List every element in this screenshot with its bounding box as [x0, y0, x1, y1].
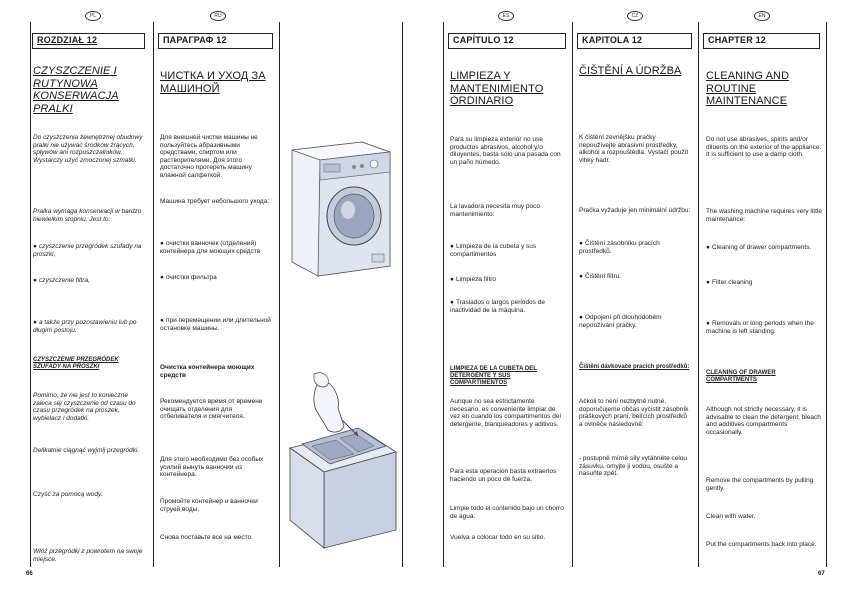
- section-title: ЧИСТКА И УХОД ЗА МАШИНОЙ: [160, 70, 266, 95]
- bullet-item: ● czyszczenie filtra,: [33, 277, 145, 285]
- bullet-item: ● Cleaning of drawer compartments.: [706, 244, 822, 252]
- paragraph: Delikatnie ciągnąć wyjmij przegródki.: [33, 447, 140, 454]
- paragraph: Снова поставьте все на место.: [160, 534, 253, 541]
- paragraph: Очистка контейнера моющих средств: [160, 364, 255, 379]
- language-flag-es: ES: [498, 11, 514, 21]
- paragraph: Remove the compartments by pulling gently.: [706, 477, 814, 492]
- paragraph: Para su limpieza exterior no use productos abrasivos, alcohol y/o diluyentes, basta sólo una pasada con un paño húmedo.: [450, 136, 561, 166]
- language-flag-cz: CZ: [627, 11, 643, 21]
- column-divider: [698, 22, 699, 567]
- subsection-heading: CLEANING OF DRAWER COMPARTMENTS: [706, 370, 776, 383]
- bullet-item: ● Limpieza de la cubeta y sus compartimentos: [450, 243, 566, 258]
- bullet-item: ● очистки фильтра: [160, 274, 273, 282]
- paragraph: The washing machine requires very little maintenance:: [706, 208, 822, 223]
- column-divider: [279, 22, 280, 567]
- chapter-header: ПАРАГРАФ 12: [158, 33, 273, 49]
- column-divider: [30, 22, 31, 567]
- paragraph: Put the compartments back into place.: [706, 541, 817, 548]
- bullet-item: ● czyszczenie przegródek szufady na proszki,: [33, 243, 145, 258]
- column-divider: [826, 22, 827, 567]
- bullet-item: ● Filter cleaning: [706, 279, 822, 287]
- bullet-item: ● Odpojení při dlouhodobém nepoužívání pračky.: [579, 314, 692, 329]
- bullet-item: ● при перемещении или длительной остановке машины.: [160, 317, 273, 332]
- paragraph: Włóż przegródki z powrotem na swoje miejsce.: [33, 548, 143, 563]
- paragraph: - postupně mírně síly vytáhněte celou zásuvku, omyjte ji vodou, osušte a nasuňte zpět.: [579, 455, 688, 477]
- column-divider: [153, 22, 154, 567]
- paragraph: Машина требует небольшого ухода:: [160, 198, 270, 205]
- language-flag-ru: RU: [210, 11, 226, 21]
- section-title: CLEANING AND ROUTINE MAINTENANCE: [706, 70, 790, 107]
- language-flag-pl: PL: [85, 11, 101, 21]
- paragraph: Рекомендуется время от времени очищать отделения для отбеливателя и смягчителя.: [160, 398, 263, 420]
- language-flag-en: EN: [754, 11, 770, 21]
- paragraph: Do czyszczenia zewnętrznej obudowy pralki nie używać środków żrących, spływów ani rozpuszczalników. Wystarczy użyć zmoczonej szmatki.: [33, 134, 143, 164]
- paragraph: Ačkoli to není nezbytně nutné, doporučujeme občas vyčistit zásobník práškových praní, bělících prostředků a ovlněče následovně:: [579, 398, 689, 428]
- paragraph: Pomimo, że nie jest to konieczne zaleca się czyszczenie od czasu do czasu przegródek na proszek, wybielacz i dodatki.: [33, 392, 136, 422]
- section-title: ČIŠTĚNÍ A ÚDRŽBA: [579, 65, 682, 77]
- paragraph: Pračka vyžaduje jen minimální údržbu:: [579, 207, 691, 214]
- column-divider: [443, 22, 444, 567]
- chapter-header: CAPÍTULO 12: [448, 33, 566, 49]
- subsection-heading: Čištění dávkovače pracích prostředků:: [579, 364, 690, 370]
- bullet-item: ● Čištění zásobníku pracích prostředků.: [579, 240, 692, 255]
- detergent-drawer-illustration: [284, 360, 400, 550]
- paragraph: Для внешней чистки машины не пользуйтесь абразивными средствами, спиртом или растворителями. Для этого достаточно протереть машину влажной салфеткой.: [160, 134, 258, 179]
- column-divider: [402, 22, 403, 567]
- paragraph: Para esta operacion basta extraerlos haciendo un poco de fuerza.: [450, 468, 557, 483]
- subsection-heading: LIMPIEZA DE LA CUBETA DEL DETERGENTE Y SUS COMPARTIMENTOS: [450, 366, 537, 386]
- paragraph: La lavadora necesita muy poco mantenimiento:: [450, 203, 540, 218]
- paragraph: Do not use abrasives, spirits and/or diluents on the exterior of the appliance. It is sufficient to use a damp cloth.: [706, 136, 822, 158]
- page-number: 66: [26, 571, 33, 577]
- page-number: 67: [818, 571, 825, 577]
- chapter-header: ROZDZIAŁ 12: [32, 33, 145, 49]
- section-title: LIMPIEZA Y MANTENIMIENTO ORDINARIO: [450, 70, 544, 107]
- column-divider: [572, 22, 573, 567]
- bullet-item: ● Removals or long periods when the machine is left standing.: [706, 320, 822, 335]
- chapter-header: KAPITOLA 12: [577, 33, 692, 49]
- paragraph: Pralka wymaga konserwacji w bardzo niewielkim stopniu. Jest to:: [33, 208, 142, 223]
- bullet-item: ● Limpieza filtro: [450, 276, 566, 284]
- paragraph: Clean with water.: [706, 513, 756, 520]
- paragraph: Czyść za pomocą wody.: [33, 491, 103, 498]
- bullet-item: ● очистки ванночек (отделений) контейнера для моющих средств: [160, 240, 273, 255]
- bullet-item: ● a także przy pozostawieniu lub po długim postoju.: [33, 319, 145, 334]
- paragraph: Промойте контейнер и ванночки струей воды.: [160, 498, 258, 513]
- paragraph: K čištění zevnějšku pračky nepoužívejte abrasivní prostředky, alkohol a rozpouštědla. Vystačí použít vlhký hadr.: [579, 134, 689, 164]
- bullet-item: ● Čištění filtru.: [579, 273, 692, 281]
- bullet-item: ● Traslados o largos periodos de inactividad de la máquina.: [450, 299, 566, 314]
- chapter-header: CHAPTER 12: [703, 33, 820, 49]
- paragraph: Limpie todo el contenido bajo un chorro de agua.: [450, 505, 564, 520]
- paragraph: Для этого необходимо без особых усилий вынуть ванночки из контейнера.: [160, 456, 264, 478]
- paragraph: Aunque no sea estrictamente necesario, es conveniente limpiar de vez en cuando los compartimentos del detergente, blanqueadores y aditivos.: [450, 398, 561, 428]
- washing-machine-illustration: [284, 138, 398, 278]
- section-title: CZYSZCZENIE I RUTYNOWA KONSERWACJA PRALKI: [33, 65, 119, 115]
- subsection-heading: CZYSZCZENIE PRZEGRÓDEK SZUFADY NA PROSZKI: [33, 357, 119, 370]
- paragraph: Although not strictly necessary, it is advisable to clean the detergent, bleach and additives compartments occasionally.: [706, 406, 821, 436]
- paragraph: Vuelva a colocar todo en su sitio.: [450, 534, 546, 541]
